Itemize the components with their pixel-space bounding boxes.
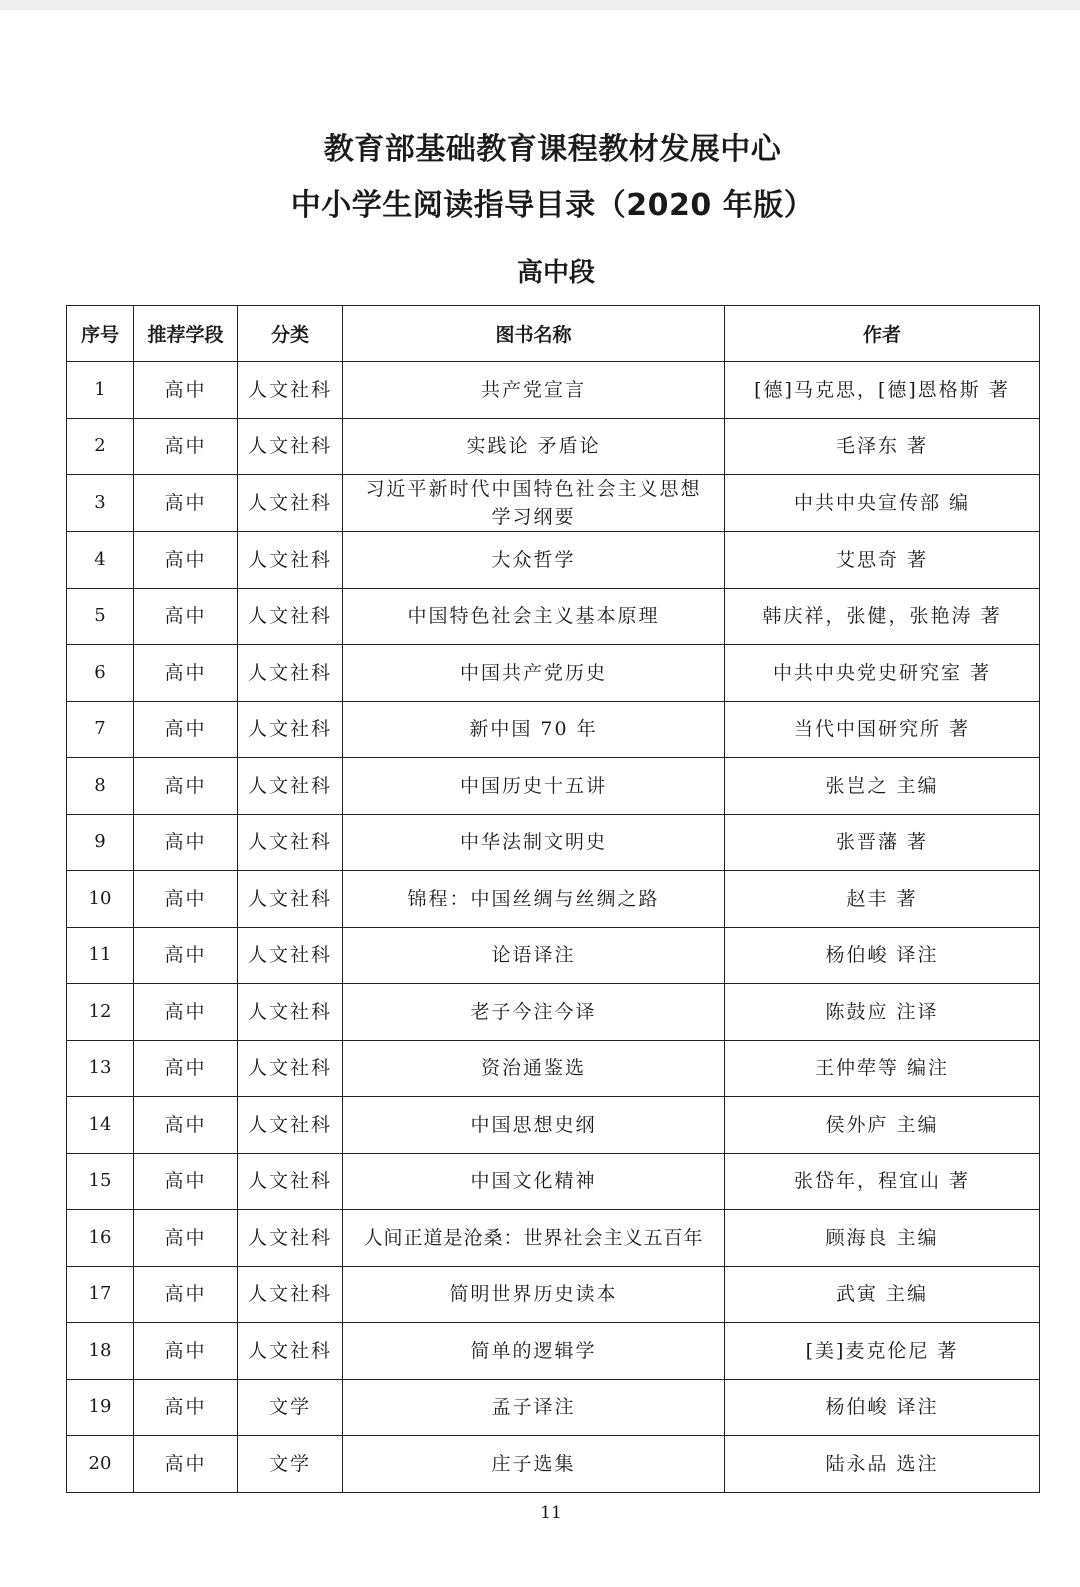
page-number: 11 — [540, 1503, 562, 1523]
cell-no: 6 — [67, 645, 134, 702]
cell-category: 人文社科 — [238, 701, 343, 758]
table-row — [67, 871, 1040, 928]
cell-category: 人文社科 — [238, 1153, 343, 1210]
cell-stage: 高中 — [134, 701, 238, 758]
cell-stage: 高中 — [134, 1266, 238, 1323]
cell-stage: 高中 — [134, 645, 238, 702]
cell-no: 20 — [67, 1436, 134, 1493]
cell-book-title: 中华法制文明史 — [343, 814, 725, 871]
header-book-title: 图书名称 — [343, 306, 725, 362]
cell-book-title: 新中国 70 年 — [343, 701, 725, 758]
cell-no: 7 — [67, 701, 134, 758]
cell-book-title: 实践论 矛盾论 — [343, 418, 725, 475]
cell-no: 14 — [67, 1097, 134, 1154]
cell-author: 张晋藩 著 — [725, 814, 1040, 871]
cell-category: 人文社科 — [238, 1323, 343, 1380]
cell-no: 12 — [67, 984, 134, 1041]
cell-no: 11 — [67, 927, 134, 984]
table-row — [67, 418, 1040, 475]
table-row — [67, 1436, 1040, 1493]
table-row — [67, 532, 1040, 589]
cell-author: 陆永品 选注 — [725, 1436, 1040, 1493]
cell-stage: 高中 — [134, 927, 238, 984]
cell-no: 4 — [67, 532, 134, 589]
table-row — [67, 984, 1040, 1041]
cell-stage: 高中 — [134, 1153, 238, 1210]
cell-category: 人文社科 — [238, 871, 343, 928]
cell-author: 艾思奇 著 — [725, 532, 1040, 589]
cell-author: 中共中央党史研究室 著 — [725, 645, 1040, 702]
cell-author: 中共中央宣传部 编 — [725, 475, 1040, 532]
table-row — [67, 1210, 1040, 1267]
cell-category: 人文社科 — [238, 588, 343, 645]
header-no: 序号 — [67, 306, 134, 362]
table-row — [67, 1040, 1040, 1097]
cell-stage: 高中 — [134, 1436, 238, 1493]
cell-author: 毛泽东 著 — [725, 418, 1040, 475]
cell-book-title: 中国思想史纲 — [343, 1097, 725, 1154]
cell-book-title: 中国文化精神 — [343, 1153, 725, 1210]
section-heading: 高中段 — [516, 258, 595, 288]
table-row — [67, 1097, 1040, 1154]
cell-no: 9 — [67, 814, 134, 871]
cell-stage: 高中 — [134, 475, 238, 532]
cell-category: 人文社科 — [238, 1266, 343, 1323]
cell-no: 18 — [67, 1323, 134, 1380]
cell-book-title: 孟子译注 — [343, 1379, 725, 1436]
cell-stage: 高中 — [134, 1323, 238, 1380]
table-row — [67, 701, 1040, 758]
cell-stage: 高中 — [134, 418, 238, 475]
cell-category: 人文社科 — [238, 814, 343, 871]
table-header-row — [67, 306, 1040, 362]
cell-category: 人文社科 — [238, 1097, 343, 1154]
cell-stage: 高中 — [134, 1097, 238, 1154]
cell-book-title: 中国共产党历史 — [343, 645, 725, 702]
cell-no: 16 — [67, 1210, 134, 1267]
cell-stage: 高中 — [134, 362, 238, 419]
cell-book-title: 简单的逻辑学 — [343, 1323, 725, 1380]
cell-no: 2 — [67, 418, 134, 475]
cell-no: 10 — [67, 871, 134, 928]
cell-stage: 高中 — [134, 1379, 238, 1436]
cell-category: 人文社科 — [238, 645, 343, 702]
cell-stage: 高中 — [134, 758, 238, 815]
table-row — [67, 645, 1040, 702]
cell-category: 人文社科 — [238, 984, 343, 1041]
cell-no: 17 — [67, 1266, 134, 1323]
cell-author: 顾海良 主编 — [725, 1210, 1040, 1267]
cell-book-title: 锦程：中国丝绸与丝绸之路 — [343, 871, 725, 928]
cell-book-title: 习近平新时代中国特色社会主义思想学习纲要 — [343, 475, 725, 532]
cell-no: 1 — [67, 362, 134, 419]
cell-author: 当代中国研究所 著 — [725, 701, 1040, 758]
cell-stage: 高中 — [134, 871, 238, 928]
cell-category: 人文社科 — [238, 362, 343, 419]
header-stage: 推荐学段 — [134, 306, 238, 362]
cell-category: 文学 — [238, 1436, 343, 1493]
cell-no: 5 — [67, 588, 134, 645]
cell-author: 陈鼓应 注译 — [725, 984, 1040, 1041]
table-row — [67, 1266, 1040, 1323]
table-row — [67, 588, 1040, 645]
header-author: 作者 — [725, 306, 1040, 362]
cell-book-title: 大众哲学 — [343, 532, 725, 589]
cell-no: 3 — [67, 475, 134, 532]
cell-author: [美]麦克伦尼 著 — [725, 1323, 1040, 1380]
cell-stage: 高中 — [134, 588, 238, 645]
cell-category: 人文社科 — [238, 475, 343, 532]
table-row — [67, 1379, 1040, 1436]
cell-stage: 高中 — [134, 1210, 238, 1267]
table-row — [67, 758, 1040, 815]
document-subtitle: 中小学生阅读指导目录（2020 年版） — [290, 188, 815, 223]
cell-author: 王仲荦等 编注 — [725, 1040, 1040, 1097]
cell-category: 人文社科 — [238, 1210, 343, 1267]
cell-stage: 高中 — [134, 984, 238, 1041]
header-category: 分类 — [238, 306, 343, 362]
cell-author: 赵丰 著 — [725, 871, 1040, 928]
cell-author: 张岂之 主编 — [725, 758, 1040, 815]
cell-author: 武寅 主编 — [725, 1266, 1040, 1323]
cell-no: 19 — [67, 1379, 134, 1436]
cell-stage: 高中 — [134, 814, 238, 871]
cell-author: 韩庆祥，张健，张艳涛 著 — [725, 588, 1040, 645]
table-row — [67, 814, 1040, 871]
cell-book-title: 论语译注 — [343, 927, 725, 984]
cell-author: 侯外庐 主编 — [725, 1097, 1040, 1154]
cell-book-title: 中国特色社会主义基本原理 — [343, 588, 725, 645]
cell-no: 13 — [67, 1040, 134, 1097]
table-row — [67, 927, 1040, 984]
cell-category: 人文社科 — [238, 418, 343, 475]
table-row — [67, 1153, 1040, 1210]
cell-stage: 高中 — [134, 1040, 238, 1097]
cell-book-title: 庄子选集 — [343, 1436, 725, 1493]
cell-no: 15 — [67, 1153, 134, 1210]
table-row — [67, 1323, 1040, 1380]
cell-category: 人文社科 — [238, 927, 343, 984]
cell-book-title: 人间正道是沧桑：世界社会主义五百年 — [343, 1210, 725, 1267]
cell-category: 文学 — [238, 1379, 343, 1436]
cell-book-title: 共产党宣言 — [343, 362, 725, 419]
cell-no: 8 — [67, 758, 134, 815]
table-row — [67, 362, 1040, 419]
cell-book-title: 简明世界历史读本 — [343, 1266, 725, 1323]
cell-category: 人文社科 — [238, 758, 343, 815]
cell-book-title: 中国历史十五讲 — [343, 758, 725, 815]
document-title: 教育部基础教育课程教材发展中心 — [323, 132, 782, 167]
table-row — [67, 475, 1040, 532]
cell-book-title: 老子今注今译 — [343, 984, 725, 1041]
cell-author: [德]马克思，[德]恩格斯 著 — [725, 362, 1040, 419]
cell-category: 人文社科 — [238, 532, 343, 589]
cell-book-title: 资治通鉴选 — [343, 1040, 725, 1097]
cell-author: 杨伯峻 译注 — [725, 927, 1040, 984]
cell-author: 张岱年，程宜山 著 — [725, 1153, 1040, 1210]
cell-category: 人文社科 — [238, 1040, 343, 1097]
cell-author: 杨伯峻 译注 — [725, 1379, 1040, 1436]
reading-list-table — [66, 305, 1040, 1493]
cell-stage: 高中 — [134, 532, 238, 589]
top-strip — [0, 0, 1080, 10]
